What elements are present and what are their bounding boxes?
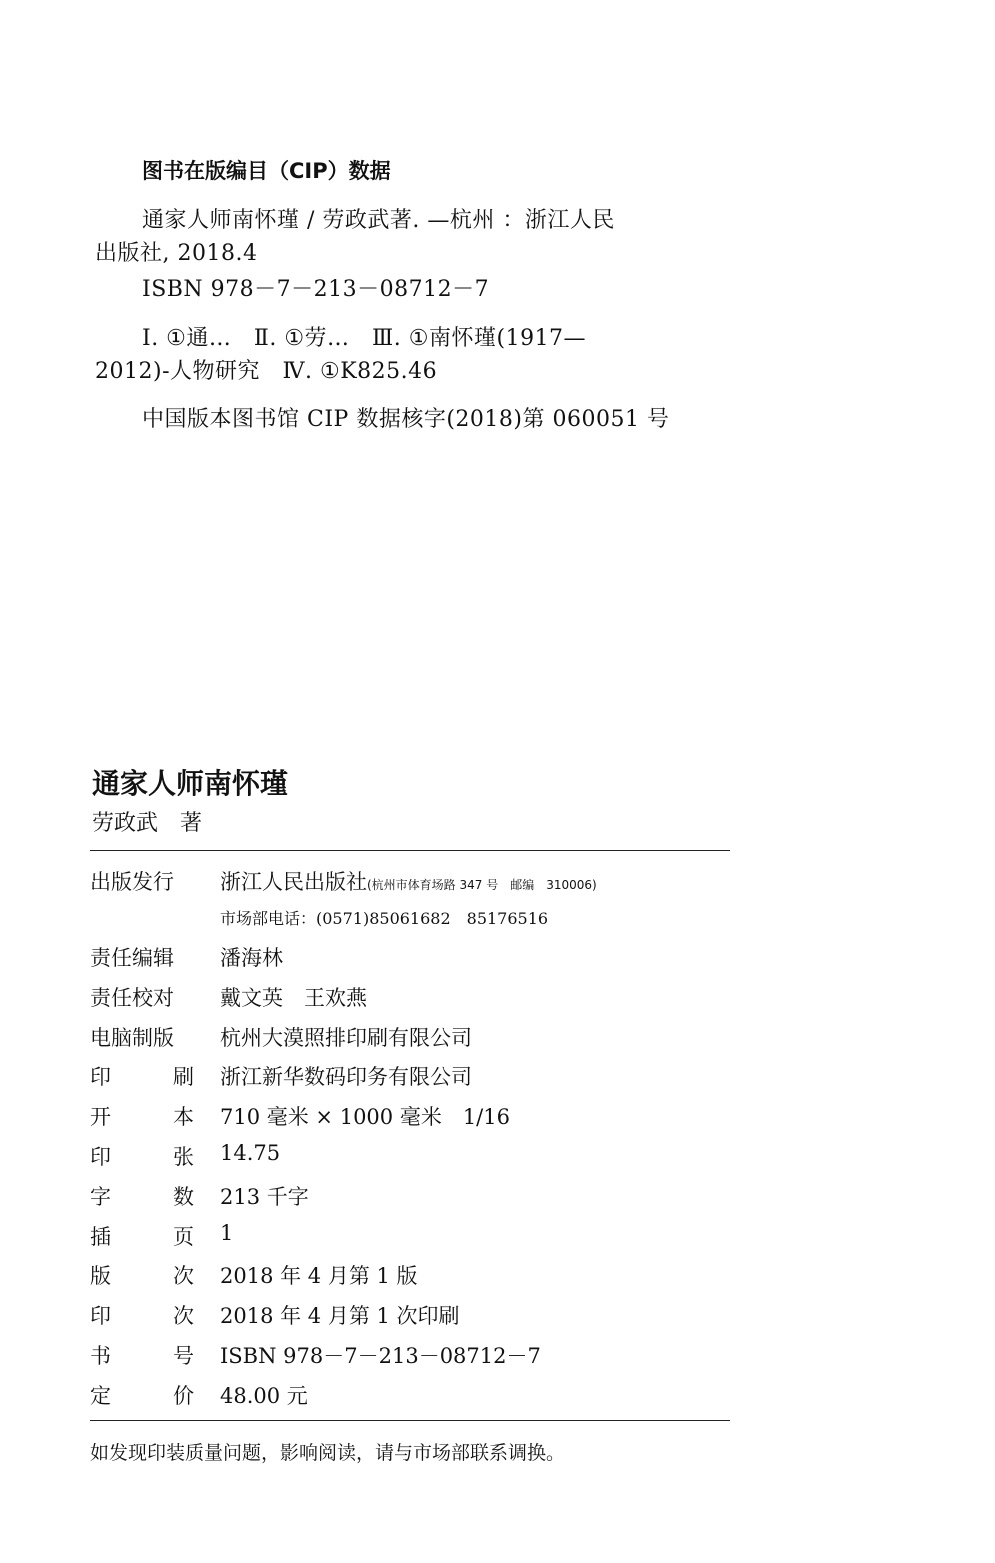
quality-notice: 如发现印装质量问题，影响阅读，请与市场部联系调换。: [90, 1442, 566, 1464]
imprint-value: 2018 年 4 月第 1 次印刷: [220, 1304, 460, 1328]
imprint-label-char: 印: [90, 1065, 111, 1089]
imprint-label-char: 次: [173, 1304, 194, 1328]
imprint-label: [90, 1380, 194, 1410]
imprint-label-char: 数: [173, 1185, 194, 1209]
imprint-label-char: 刷: [173, 1065, 194, 1089]
top-divider: [90, 850, 730, 851]
imprint-label: [90, 1022, 194, 1052]
cip-line-5: 2012)-人物研究 Ⅳ. ①K825.46: [95, 359, 438, 384]
bottom-divider: [90, 1420, 730, 1421]
imprint-value: 14.75: [220, 1141, 281, 1165]
imprint-label-char: 书: [90, 1344, 111, 1368]
cip-heading: 图书在版编目（CIP）数据: [142, 159, 391, 183]
imprint-value: 710 毫米 × 1000 毫米 1/16: [220, 1105, 510, 1129]
imprint-label: [90, 1141, 194, 1171]
imprint-value: 潘海林: [220, 946, 283, 970]
cip-line-2: 出版社, 2018.4: [95, 241, 258, 266]
publisher-address: (杭州市体育场路 347 号 邮编 310006): [367, 878, 597, 892]
imprint-label-char: 插: [90, 1225, 111, 1249]
imprint-label-char: 张: [173, 1145, 194, 1169]
imprint-label-char: 印: [90, 1145, 111, 1169]
imprint-label: [90, 1221, 194, 1251]
imprint-label-char: 字: [90, 1185, 111, 1209]
cip-line-6: 中国版本图书馆 CIP 数据核字(2018)第 060051 号: [142, 407, 670, 432]
imprint-label-char: 号: [173, 1344, 194, 1368]
marketing-phone: 市场部电话：(0571)85061682 85176516: [220, 909, 549, 928]
imprint-label-char: 开: [90, 1105, 111, 1129]
imprint-label-char: 次: [173, 1264, 194, 1288]
imprint-value: 213 千字: [220, 1185, 309, 1209]
imprint-label: [90, 1061, 194, 1091]
imprint-label: [90, 1101, 194, 1131]
imprint-label: [90, 942, 194, 972]
imprint-label: [90, 1181, 194, 1211]
imprint-label: [90, 1300, 194, 1330]
imprint-label-text: 责任编辑: [90, 946, 174, 970]
imprint-label-char: 本: [173, 1105, 194, 1129]
imprint-value: 戴文英 王欢燕: [220, 986, 367, 1010]
imprint-label: [90, 1340, 194, 1370]
imprint-label-char: 页: [173, 1225, 194, 1249]
imprint-label-char: 定: [90, 1384, 111, 1408]
imprint-value: 2018 年 4 月第 1 版: [220, 1264, 418, 1288]
imprint-value: 浙江新华数码印务有限公司: [220, 1065, 472, 1089]
book-author: 劳政武 著: [92, 811, 203, 836]
imprint-label-text: 电脑制版: [90, 1026, 174, 1050]
book-title: 通家人师南怀瑾: [92, 767, 289, 800]
cip-line-1: 通家人师南怀瑾 / 劳政武著. —杭州 ：浙江人民: [142, 208, 615, 233]
imprint-value: ISBN 978－7－213－08712－7: [220, 1344, 541, 1368]
imprint-label-char: 价: [173, 1384, 194, 1408]
publisher-name: 浙江人民出版社: [220, 870, 367, 894]
publisher-label: 出版发行: [90, 870, 174, 894]
imprint-label-char: 印: [90, 1304, 111, 1328]
imprint-label-text: 责任校对: [90, 986, 174, 1010]
imprint-label: [90, 1260, 194, 1290]
imprint-label-char: 版: [90, 1264, 111, 1288]
cip-line-4: Ⅰ. ①通… Ⅱ. ①劳… Ⅲ. ①南怀瑾(1917—: [142, 326, 587, 351]
cip-line-3: ISBN 978－7－213－08712－7: [142, 277, 490, 302]
imprint-label: [90, 982, 194, 1012]
imprint-value: 杭州大漠照排印刷有限公司: [220, 1026, 472, 1050]
imprint-value: 1: [220, 1221, 234, 1245]
publisher-value: [220, 866, 597, 896]
imprint-value: 48.00 元: [220, 1384, 308, 1408]
